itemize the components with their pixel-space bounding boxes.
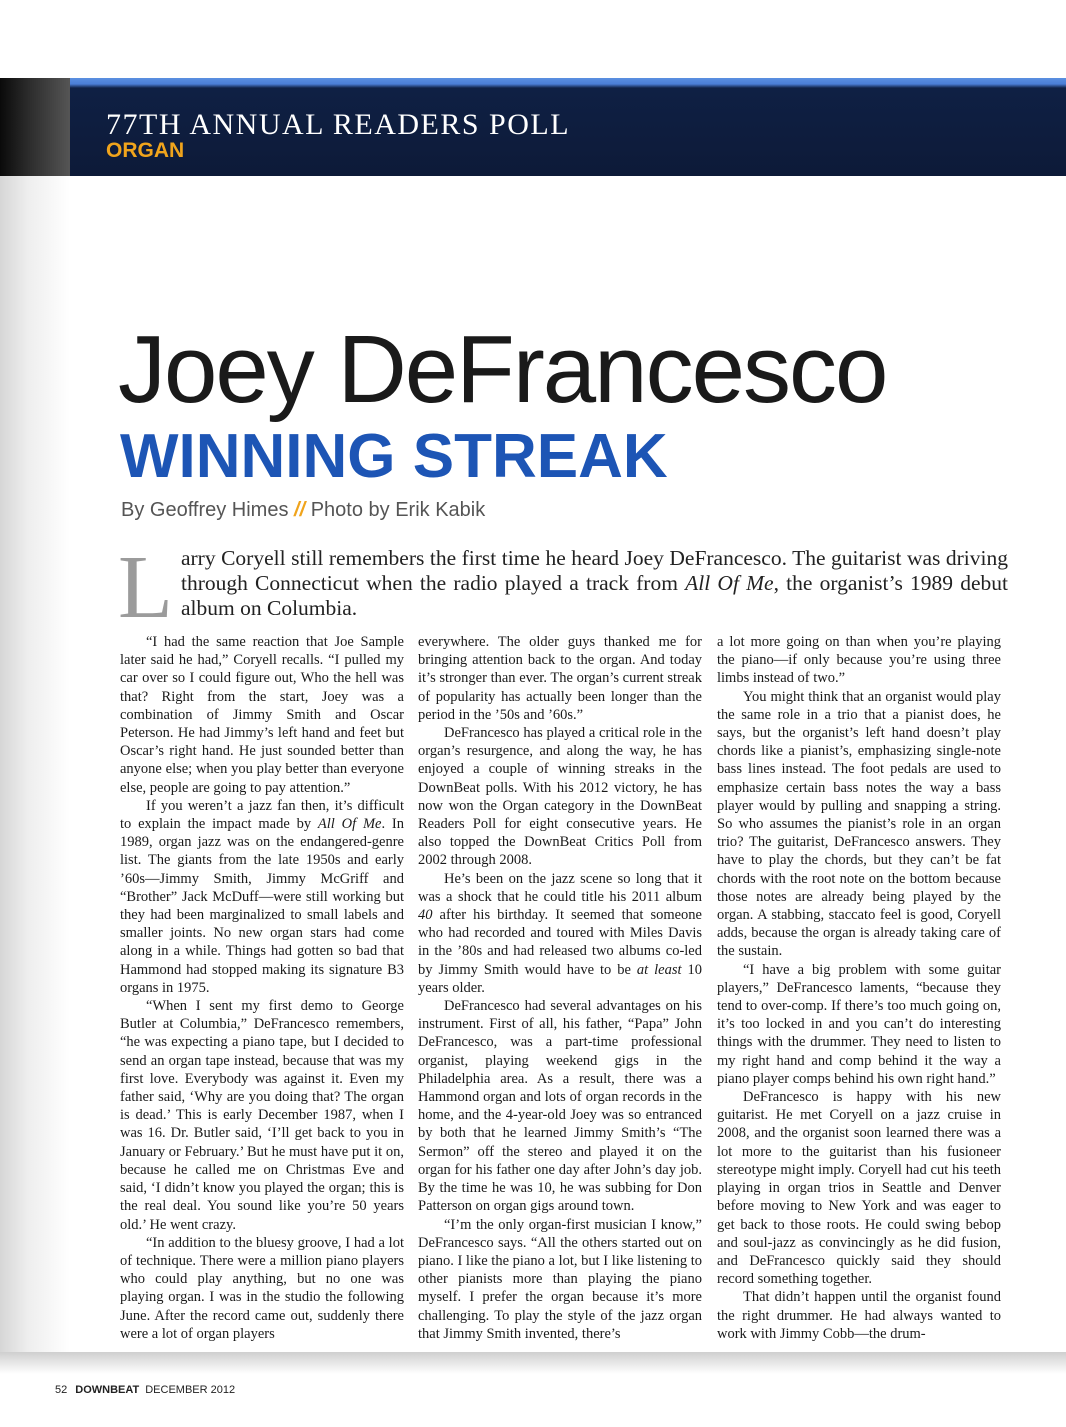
- paragraph: “In addition to the bluesy groove, I had a lot of technique. There were a million piano players who could play anything, but no one was playing organ. I was in the studio the following June. After the record came out, suddenly there were a lot of organ players: [120, 1234, 404, 1342]
- magazine-brand: DOWNBEAT: [75, 1384, 140, 1396]
- paragraph-text: . In 1989, organ jazz was on the endangered-genre list. The giants from the late 1950s and early ’60s—Jimmy Smith, Jimmy McGriff and “Brother” Jack McDuff—were still working but they had been marginalized to small labels and smaller joints. No new organ stars had come along in a while. Things had gotten so bad that Hammond had stopped making its signature B3 organs in 1975.: [120, 816, 404, 996]
- drop-cap: L: [118, 538, 173, 637]
- intro-text-b: , the organist’s 1989 debut album on Columbia.: [180, 571, 1008, 620]
- paragraph-text: If you weren’t a jazz fan then, it’s difficult to explain the impact made by: [120, 797, 404, 833]
- paragraph-text: 10 years older.: [418, 961, 703, 996]
- page-number: 52: [55, 1384, 68, 1396]
- page-left-shadow: [0, 78, 70, 1368]
- byline-author: By Geoffrey Himes: [121, 499, 289, 521]
- article-intro: [118, 538, 1008, 637]
- paragraph: DeFrancesco is happy with his new guitarist. He met Coryell on a jazz cruise in 2008, and the organist soon learned there was a lot more to the guitarist than his fusioneer stereotype might imply. Coryell had cut his teeth playing in organ trios in Seattle and Denver before moving to New York and was eager to get back to those roots. He could swing bebop and soul-jazz as convincingly as he did fusion, and DeFrancesco quickly said they should record something together.: [717, 1089, 1001, 1288]
- intro-album-title: All Of Me: [685, 571, 774, 595]
- paragraph: everywhere. The older guys thanked me for bringing attention back to the organ. And today it’s stronger than ever. The organ’s current streak of popularity has actually been longer than the period in the ’50s and ’60s.”: [418, 634, 702, 723]
- album-title: 40: [418, 907, 433, 924]
- paragraph: “I had the same reaction that Joe Sample later said he had,” Coryell recalls. “I pulled my car over so I could figure out, Who the hell was that? Right from the start, Joey was a combination of Jimmy Smith and Oscar Peterson. He had Jimmy’s left hand and feet but Oscar’s right hand. He just sounded better than anyone else; when you play better than everyone else, people are going to pay attention.”: [120, 634, 404, 796]
- article-subtitle: WINNING STREAK: [120, 422, 668, 491]
- paragraph: That didn’t happen until the organist found the right drummer. He had always wanted to work with Jimmy Cobb—the drum-: [717, 1289, 1001, 1342]
- article-body: [120, 633, 1002, 1418]
- paragraph: [418, 870, 702, 997]
- column-1: [120, 633, 404, 1343]
- column-2: [418, 633, 702, 1343]
- magazine-page: [70, 78, 1066, 1352]
- paragraph: DeFrancesco has played a critical role in the organ’s resurgence, and along the way, he has enjoyed a couple of winning streaks in the DownBeat polls. With his 2012 victory, he has now won the Organ category in the DownBeat Readers Poll for eight consecutive years. He also topped the DownBeat Critics Poll from 2002 through 2008.: [418, 725, 702, 869]
- byline: [121, 499, 485, 522]
- intro-paragraph: [118, 546, 1008, 621]
- byline-separator: //: [294, 499, 306, 521]
- intro-text-a: arry Coryell still remembers the first time he heard Joey DeFrancesco. The guitarist was driving through Connecticut when the radio played a track from: [180, 546, 1008, 595]
- section-subtitle: ORGAN: [106, 139, 185, 162]
- paragraph: “When I sent my first demo to George Butler at Columbia,” DeFrancesco remembers, “he was expecting a piano tape, but I decided to send an organ tape instead, because that was my first love. Everybody was against it. Even my father said, ‘Why are you doing that? The organ is dead.’ This is early December 1987, when I was 16. Dr. Butler said, ‘I’ll get back to you in January or February.’ But he must have put it on, because he called me on Christmas Eve and said, ‘I didn’t know you played the organ; this is the real deal. You sound like you’re 50 years old.’ He went crazy.: [120, 998, 404, 1233]
- paragraph: You might think that an organist would play the same role in a trio that a pianist does, he says, but the organist’s left hand doesn’t play chords like a pianist’s, emphasizing single-note bass lines instead. The foot pedals are used to emphasize certain bass notes the way a bass player would by pulling and snapping a string. So who assumes the pianist’s role in an organ trio? The guitarist, DeFrancesco answers. They have to play the chords, but they can’t be fat chords with the root note on the bottom because those notes are already being played by the organ. A stabbing, staccato feel is good, Coryell adds, because the organ is already taking care of the sustain.: [717, 688, 1001, 960]
- article-title: Joey DeFrancesco: [118, 316, 887, 423]
- column-3: [717, 633, 1001, 1343]
- emphasis: at least: [636, 961, 682, 978]
- album-title: All Of Me: [317, 816, 382, 833]
- paragraph-text: He’s been on the jazz scene so long that it was a shock that he could title his 2011 album: [418, 870, 702, 905]
- paragraph: a lot more going on than when you’re playing the piano—if only because you’re using three limbs instead of two.”: [717, 634, 1001, 687]
- byline-photo-credit: Photo by Erik Kabik: [310, 499, 486, 521]
- page-footer: [55, 1384, 235, 1396]
- issue-date: DECEMBER 2012: [145, 1384, 236, 1396]
- paragraph: [120, 797, 404, 997]
- section-header-bar: [70, 78, 1066, 176]
- page-left-shadow-header: [0, 78, 70, 176]
- paragraph: “I have a big problem with some guitar players,” DeFrancesco laments, “because they tend to over-comp. If there’s too much going on, it’s too locked in and you can’t do interesting things with the drummer. They need to listen to my right hand and comp behind it the way a piano player comps behind his own right hand.”: [717, 961, 1001, 1087]
- paragraph-text: after his birthday. It seemed that someone who had recorded and toured with Miles Davis in the ’80s and had released two albums co-led by Jimmy Smith would have to be: [418, 907, 702, 978]
- paragraph: “I’m the only organ-first musician I know,” DeFrancesco says. “All the others started out on piano. I like the piano a lot, but I like listening to other pianists more than playing the piano myself. I prefer the organ because it’s more challenging. To play the style of the jazz organ that Jimmy Smith invented, there’s: [418, 1216, 702, 1342]
- section-title: 77TH ANNUAL READERS POLL: [106, 108, 571, 141]
- paragraph: DeFrancesco had several advantages on his instrument. First of all, his father, “Papa” John DeFrancesco, was a part-time professional organist, playing weekend gigs in the Philadelphia area. As a result, there was a Hammond organ and lots of organ records in the home, and the 4-year-old Joey was so entranced by both that he learned Jimmy Smith’s “The Sermon” off the stereo and played it on the organ for his father one day after John’s day job. By the time he was 10, he was subbing for Don Patterson on organ gigs around town.: [418, 998, 702, 1215]
